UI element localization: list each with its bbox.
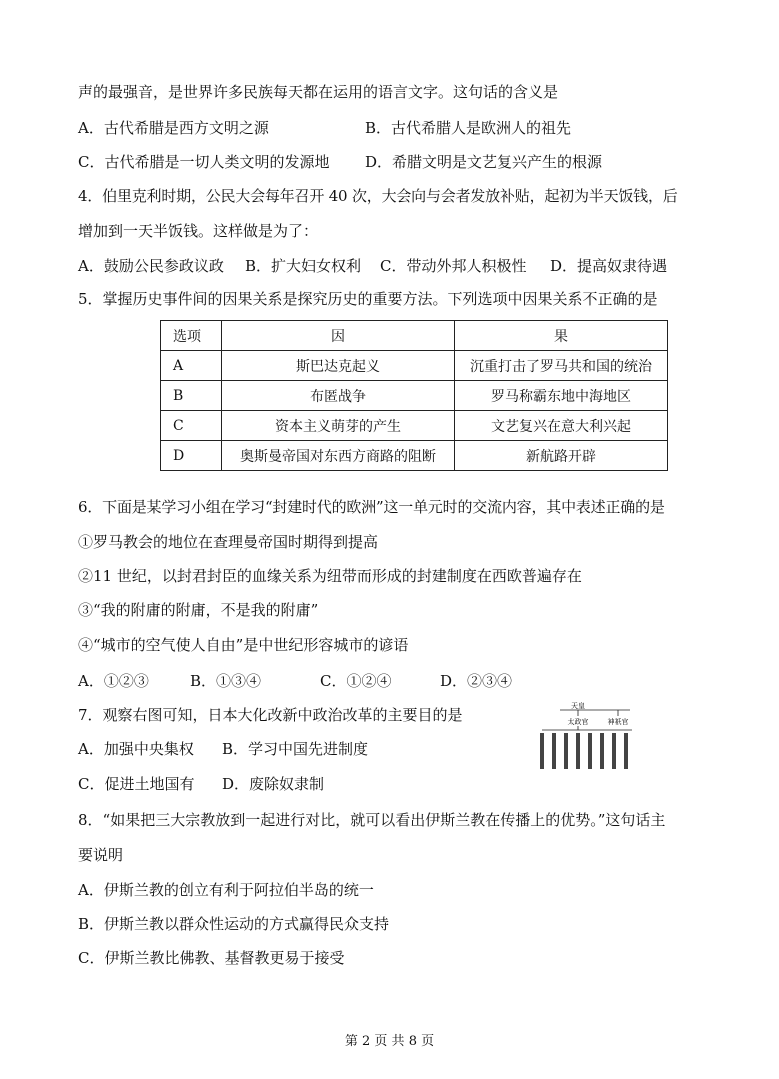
- table-header-row: [161, 321, 668, 351]
- table-header-cell: 果: [455, 321, 668, 351]
- table-cell: 文艺复兴在意大利兴起: [455, 411, 668, 441]
- table-row: [161, 441, 668, 471]
- diagram-mid-label: 神祇官: [607, 718, 629, 726]
- q4-stem-2: 增加到一天半饭钱。这样做是为了：: [78, 222, 319, 240]
- q4-option-d: D．提高奴隶待遇: [550, 257, 668, 275]
- diagram-top-label: 天皇: [571, 702, 585, 710]
- table-header-cell: 选项: [161, 321, 222, 351]
- q7-option-c: C．促进土地国有: [78, 775, 195, 793]
- table-cell: 资本主义萌芽的产生: [222, 411, 455, 441]
- q7-option-d: D．废除奴隶制: [222, 775, 325, 793]
- q6-statement-2: ②11 世纪，以封君封臣的血缘关系为纽带而形成的封建制度在西欧普遍存在: [78, 567, 582, 585]
- diagram-mid-label: 太政官: [567, 718, 589, 726]
- q3-option-c: C．古代希腊是一切人类文明的发源地: [78, 153, 330, 171]
- q4-option-c: C．带动外邦人积极性: [380, 257, 527, 275]
- q3-option-a: A．古代希腊是西方文明之源: [78, 119, 269, 137]
- q5-stem: 5．掌握历史事件间的因果关系是探究历史的重要方法。下列选项中因果关系不正确的是: [78, 290, 658, 308]
- q6-statement-3: ③“我的附庸的附庸，不是我的附庸”: [78, 601, 319, 619]
- q4-stem: 4．伯里克利时期，公民大会每年召开 40 次，大会向与会者发放补贴，起初为半天饭钱，后: [78, 187, 678, 205]
- q6-option-a: A．①②③: [78, 672, 149, 690]
- q8-option-c: C．伊斯兰教比佛教、基督教更易于接受: [78, 949, 345, 967]
- q7-option-b: B．学习中国先进制度: [222, 740, 369, 758]
- ministry-label: [576, 733, 580, 769]
- cause-effect-table: [160, 320, 668, 471]
- q8-stem-2: 要说明: [78, 846, 124, 864]
- table-cell: C: [161, 411, 222, 441]
- diagram-ministries: [540, 733, 628, 769]
- ministry-label: [552, 733, 556, 769]
- q6-stem: 6．下面是某学习小组在学习“封建时代的欧洲”这一单元时的交流内容，其中表述正确的是: [78, 498, 665, 516]
- government-structure-diagram: [520, 700, 640, 775]
- q7-stem: 7．观察右图可知，日本大化改新中政治改革的主要目的是: [78, 706, 463, 724]
- q3-option-d: D．希腊文明是文艺复兴产生的根源: [365, 153, 603, 171]
- q8-option-a: A．伊斯兰教的创立有利于阿拉伯半岛的统一: [78, 881, 374, 899]
- q3-stem-end: 声的最强音，是世界许多民族每天都在运用的语言文字。这句话的含义是: [78, 83, 559, 101]
- q6-option-d: D．②③④: [440, 672, 513, 690]
- ministry-label: [624, 733, 628, 769]
- q6-option-b: B．①③④: [190, 672, 262, 690]
- q3-option-b: B．古代希腊人是欧洲人的祖先: [365, 119, 572, 137]
- table-cell: 布匿战争: [222, 381, 455, 411]
- table-cell: 奥斯曼帝国对东西方商路的阻断: [222, 441, 455, 471]
- table-cell: A: [161, 351, 222, 381]
- table-cell: 罗马称霸东地中海地区: [455, 381, 668, 411]
- ministry-label: [612, 733, 616, 769]
- page-number: 第 2 页 共 8 页: [344, 1034, 435, 1049]
- ministry-label: [564, 733, 568, 769]
- q4-option-a: A．鼓励公民参政议政: [78, 257, 224, 275]
- table-row: [161, 411, 668, 441]
- q6-statement-1: ①罗马教会的地位在查理曼帝国时期得到提高: [78, 533, 379, 551]
- table-header-cell: 因: [222, 321, 455, 351]
- q4-option-b: B．扩大妇女权利: [245, 257, 362, 275]
- q6-option-c: C．①②④: [320, 672, 392, 690]
- table-row: [161, 381, 668, 411]
- ministry-label: [588, 733, 592, 769]
- ministry-label: [600, 733, 604, 769]
- table-cell: 沉重打击了罗马共和国的统治: [455, 351, 668, 381]
- table-cell: 斯巴达克起义: [222, 351, 455, 381]
- table-cell: 新航路开辟: [455, 441, 668, 471]
- q8-option-b: B．伊斯兰教以群众性运动的方式赢得民众支持: [78, 915, 390, 933]
- table-row: [161, 351, 668, 381]
- table-cell: B: [161, 381, 222, 411]
- ministry-label: [540, 733, 544, 769]
- q6-statement-4: ④“城市的空气使人自由”是中世纪形容城市的谚语: [78, 636, 409, 654]
- q7-option-a: A．加强中央集权: [78, 740, 194, 758]
- q8-stem: 8．“如果把三大宗教放到一起进行对比，就可以看出伊斯兰教在传播上的优势。”这句话主: [78, 811, 666, 829]
- table-cell: D: [161, 441, 222, 471]
